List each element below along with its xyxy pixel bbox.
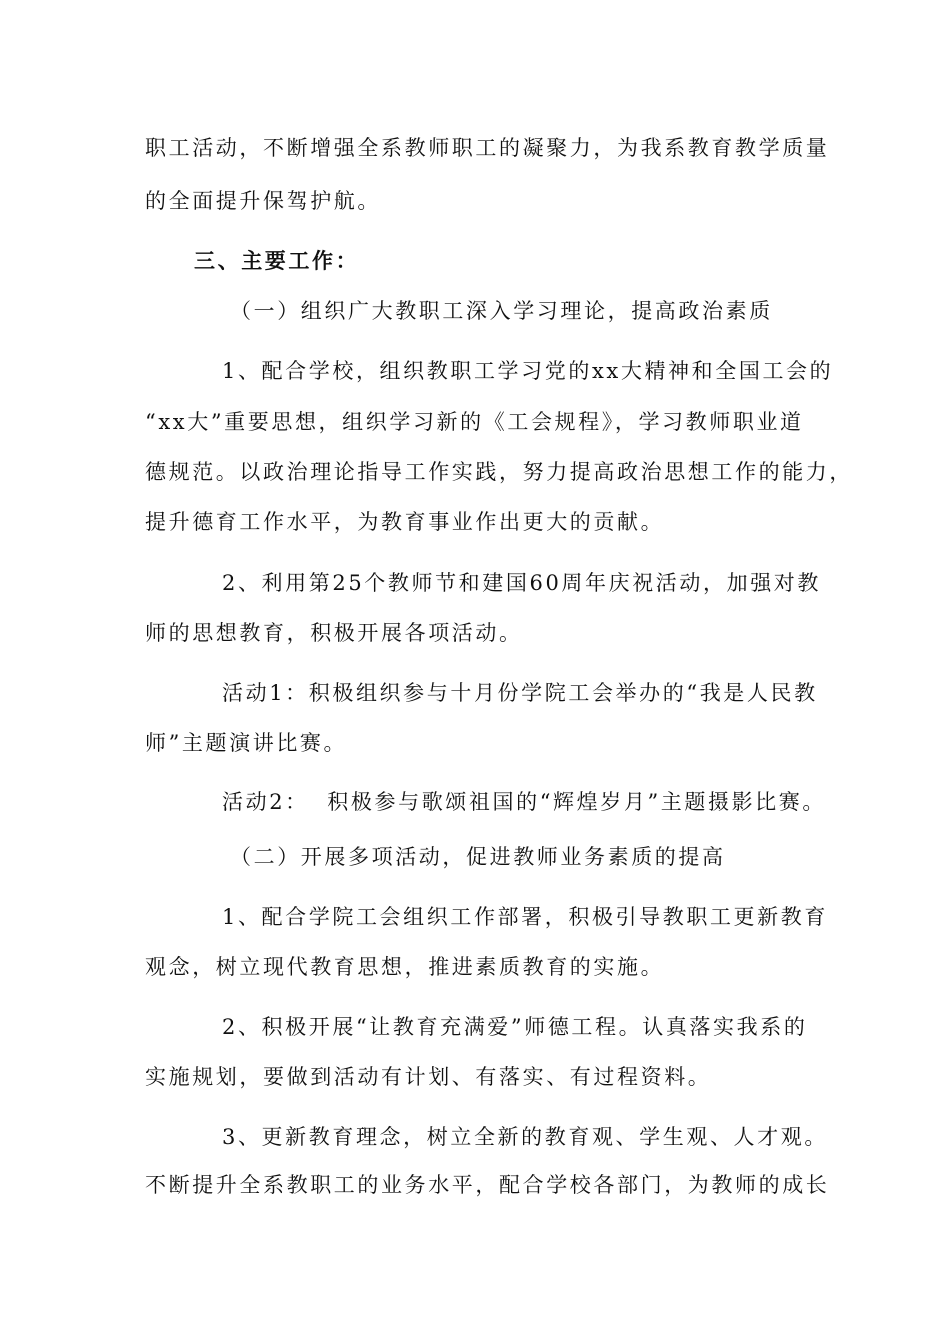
paragraph-line: 活动2： 积极参与歌颂祖国的“辉煌岁月”主题摄影比赛。 [222, 790, 826, 814]
paragraph-line: 2、利用第25个教师节和建国60周年庆祝活动，加强对教 [222, 571, 822, 595]
paragraph-line: 德规范。以政治理论指导工作实践，努力提高政治思想工作的能力， [145, 460, 853, 484]
paragraph-line: 1、配合学校，组织教职工学习党的xx大精神和全国工会的 [222, 359, 834, 383]
paragraph-line: 活动1：积极组织参与十月份学院工会举办的“我是人民教 [222, 681, 818, 705]
paragraph-line: 提升德育工作水平，为教育事业作出更大的贡献。 [145, 510, 665, 534]
paragraph-line: “xx大”重要思想，组织学习新的《工会规程》，学习教师职业道 [145, 410, 804, 434]
paragraph-line: 师”主题演讲比赛。 [145, 731, 348, 755]
subsection-heading: （二）开展多项活动，促进教师业务素质的提高 [230, 845, 726, 869]
subsection-heading: （一）组织广大教职工深入学习理论，提高政治素质 [230, 299, 773, 323]
section-heading: 三、主要工作： [194, 248, 360, 273]
paragraph-line: 3、更新教育理念，树立全新的教育观、学生观、人才观。 [222, 1125, 828, 1149]
paragraph-line: 职工活动，不断增强全系教师职工的凝聚力，为我系教育教学质量 [145, 136, 830, 160]
paragraph-line: 实施规划，要做到活动有计划、有落实、有过程资料。 [145, 1065, 712, 1089]
paragraph-line: 不断提升全系教职工的业务水平，配合学校各部门，为教师的成长 [145, 1173, 830, 1197]
paragraph-line: 师的思想教育，积极开展各项活动。 [145, 621, 523, 645]
paragraph-line: 的全面提升保驾护航。 [145, 189, 381, 213]
paragraph-line: 1、配合学院工会组织工作部署，积极引导教职工更新教育 [222, 905, 828, 929]
paragraph-line: 观念，树立现代教育思想，推进素质教育的实施。 [145, 955, 665, 979]
paragraph-line: 2、积极开展“让教育充满爱”师德工程。认真落实我系的 [222, 1015, 808, 1039]
